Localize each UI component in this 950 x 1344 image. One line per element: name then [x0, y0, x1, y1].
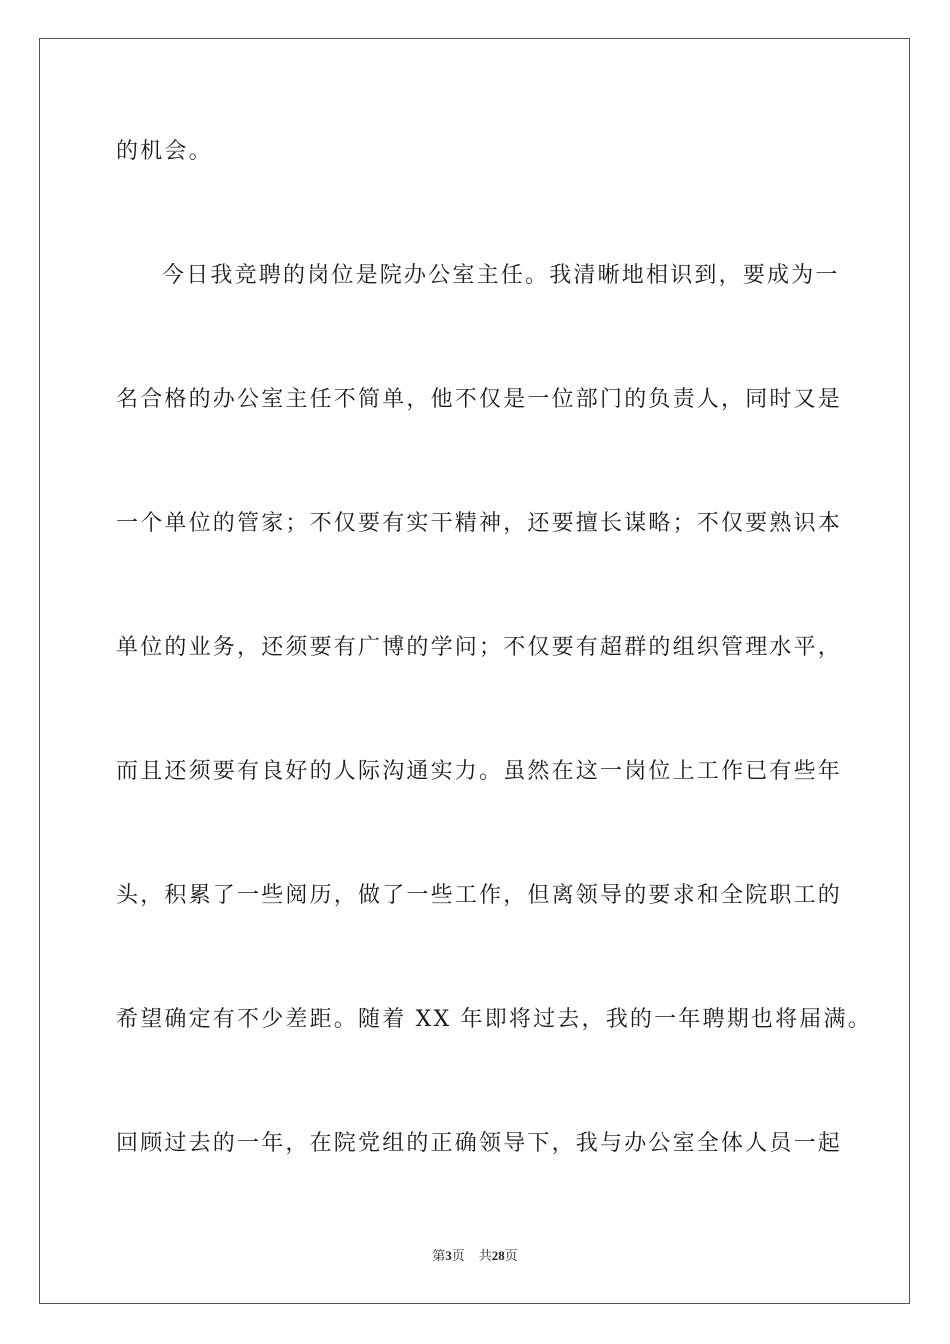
page-suffix: 页 — [451, 1249, 465, 1264]
paragraph-line-2: 今日我竞聘的岗位是院办公室主任。我清晰地相识到，要成为一 — [162, 263, 840, 288]
paragraph-line-4: 一个单位的管家；不仅要有实干精神，还要擅长谋略；不仅要熟识本 — [116, 511, 843, 536]
paragraph-line-3: 名合格的办公室主任不简单，他不仅是一位部门的负责人，同时又是 — [116, 387, 843, 412]
total-prefix: 共 — [478, 1249, 492, 1264]
paragraph-line-9: 回顾过去的一年，在院党组的正确领导下，我与办公室全体人员一起 — [116, 1131, 843, 1156]
page-prefix: 第 — [432, 1249, 446, 1264]
paragraph-line-1: 的机会。 — [116, 139, 213, 164]
page-footer — [0, 1247, 950, 1266]
total-pages: 28 — [491, 1248, 505, 1263]
paragraph-line-6: 而且还须要有良好的人际沟通实力。虽然在这一岗位上工作已有些年 — [116, 759, 843, 784]
page-border — [39, 38, 910, 1304]
paragraph-line-8: 希望确定有不少差距。随着 XX 年即将过去，我的一年聘期也将届满。 — [116, 1007, 872, 1032]
page-number: 3 — [445, 1248, 452, 1263]
paragraph-line-7: 头，积累了一些阅历，做了一些工作，但离领导的要求和全院职工的 — [116, 883, 843, 908]
total-suffix: 页 — [504, 1249, 518, 1264]
paragraph-line-5: 单位的业务，还须要有广博的学问；不仅要有超群的组织管理水平， — [116, 635, 843, 660]
